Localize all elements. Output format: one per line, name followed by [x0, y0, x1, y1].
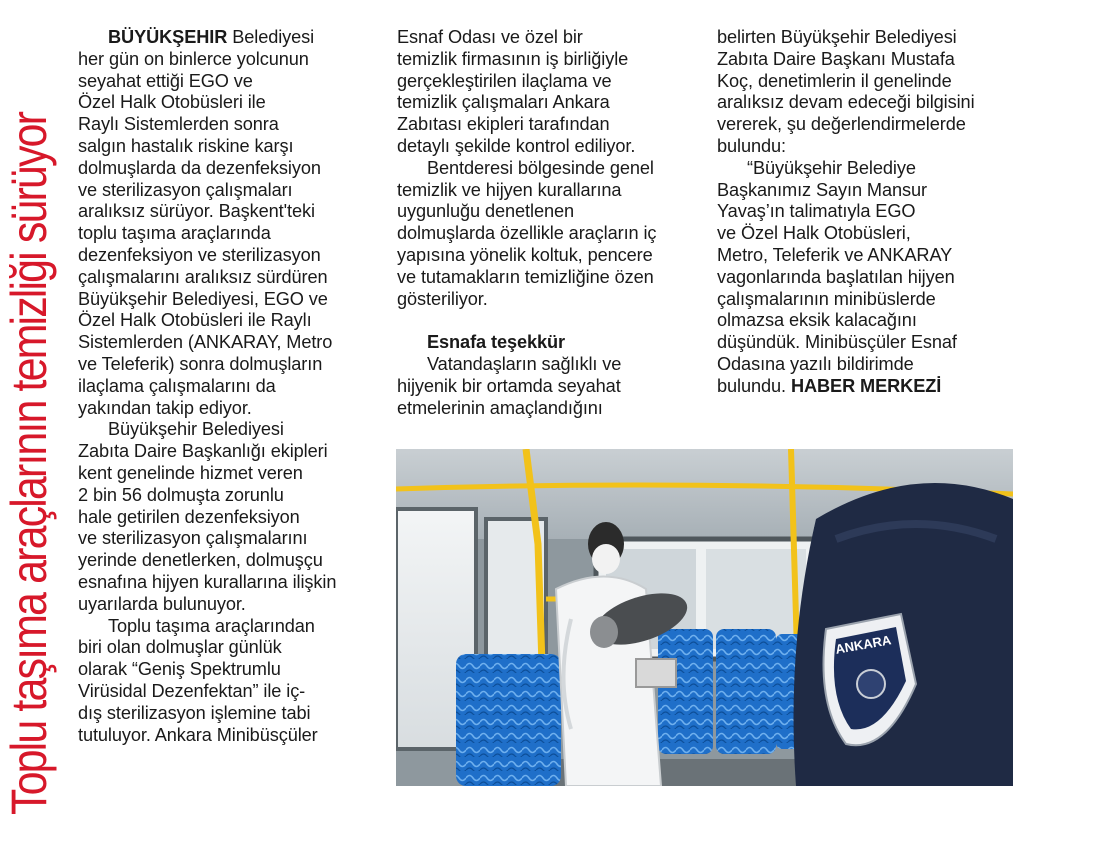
paragraph: Toplu taşıma araçlarından biri olan dolmuşlar günlük olarak “Geniş Spektrumlu Virüsidal Dezenfektan” ile iç- dış sterilizasyon işlemine tabi tutuluyor. Ankara Minibüsçüler — [78, 615, 318, 745]
paragraph — [78, 27, 374, 419]
paragraph: Vatandaşların sağlıklı ve hijyenik bir ortamda seyahat etmelerinin amaçlandığını — [397, 354, 622, 418]
article-column-2 — [397, 27, 697, 420]
paragraph-text: Belediyesi her gün on binlerce yolcunun seyahat ettiği EGO ve Özel Halk Otobüsleri ile Raylı Sistemlerden sonra salgın hastalık riskine karşı dolmuşlarda da dezenfeksiyon ve sterilizasyon çalışmaları aralıksız sürüyor. Başkent'teki toplu taşıma araçlarında dezenfeksiyon ve sterilizasyon çalışmalarını aralıksız sürdüren Büyükşehir Belediyesi, EGO ve Özel Halk Otobüsleri ile Raylı Sistemlerden (ANKARAY, Metro ve Teleferik) sonra dolmuşların ilaçlama çalışmalarını da yakından takip ediyor. — [78, 27, 333, 418]
badge-text: ANKARA — [834, 632, 893, 657]
paragraph: Esnaf Odası ve özel bir temizlik firmasının iş birliğiyle gerçekleştirilen ilaçlama ve temizlik çalışmaları Ankara Zabıtası ekipleri tarafından detaylı şekilde kontrol ediliyor. — [397, 27, 636, 156]
byline: HABER MERKEZİ — [790, 375, 942, 396]
lead-word: BÜYÜKŞEHIR — [108, 27, 228, 47]
subheading: Esnafa teşekkür — [427, 332, 566, 353]
headline: Toplu taşıma araçlarının temizliği sürüyor — [1, 112, 57, 815]
article-column-1 — [78, 27, 374, 746]
photo-illustration — [396, 449, 1013, 786]
paragraph: belirten Büyükşehir Belediyesi Zabıta Daire Başkanı Mustafa Koç, denetimlerin il genelinde aralıksız devam edeceği bilgisini vererek, şu değerlendirmelerde bulundu: — [717, 27, 975, 156]
news-photo — [396, 449, 1013, 786]
paragraph: Bentderesi bölgesinde genel temizlik ve hijyen kurallarına uygunluğu denetlenen dolmuşlarda özellikle araçların iç yapısına yönelik koltuk, pencere ve tutamakların temizliğine özen gösteriliyor. — [397, 157, 657, 309]
paragraph: Büyükşehir Belediyesi Zabıta Daire Başkanlığı ekipleri kent genelinde hizmet veren 2 bin 56 dolmuşta zorunlu hale getirilen dezenfeksiyon ve sterilizasyon çalışmalarını yerinde denetlerken, dolmuşçu esnafına hijyen kurallarına ilişkin uyarılarda bulunuyor. — [78, 419, 337, 614]
paragraph — [717, 158, 1017, 398]
paragraph-text: “Büyükşehir Belediye Başkanımız Sayın Mansur Yavaş’ın talimatıyla EGO ve Özel Halk Otobüsleri, Metro, Teleferik ve ANKARAY vagonlarında başlatılan hijyen çalışmalarının minibüslerde olmazsa eksik kalacağını düşündük. Minibüsçüler Esnaf Odasına yazılı bildirimde bulundu. — [717, 157, 957, 396]
article-column-3 — [717, 27, 1017, 398]
